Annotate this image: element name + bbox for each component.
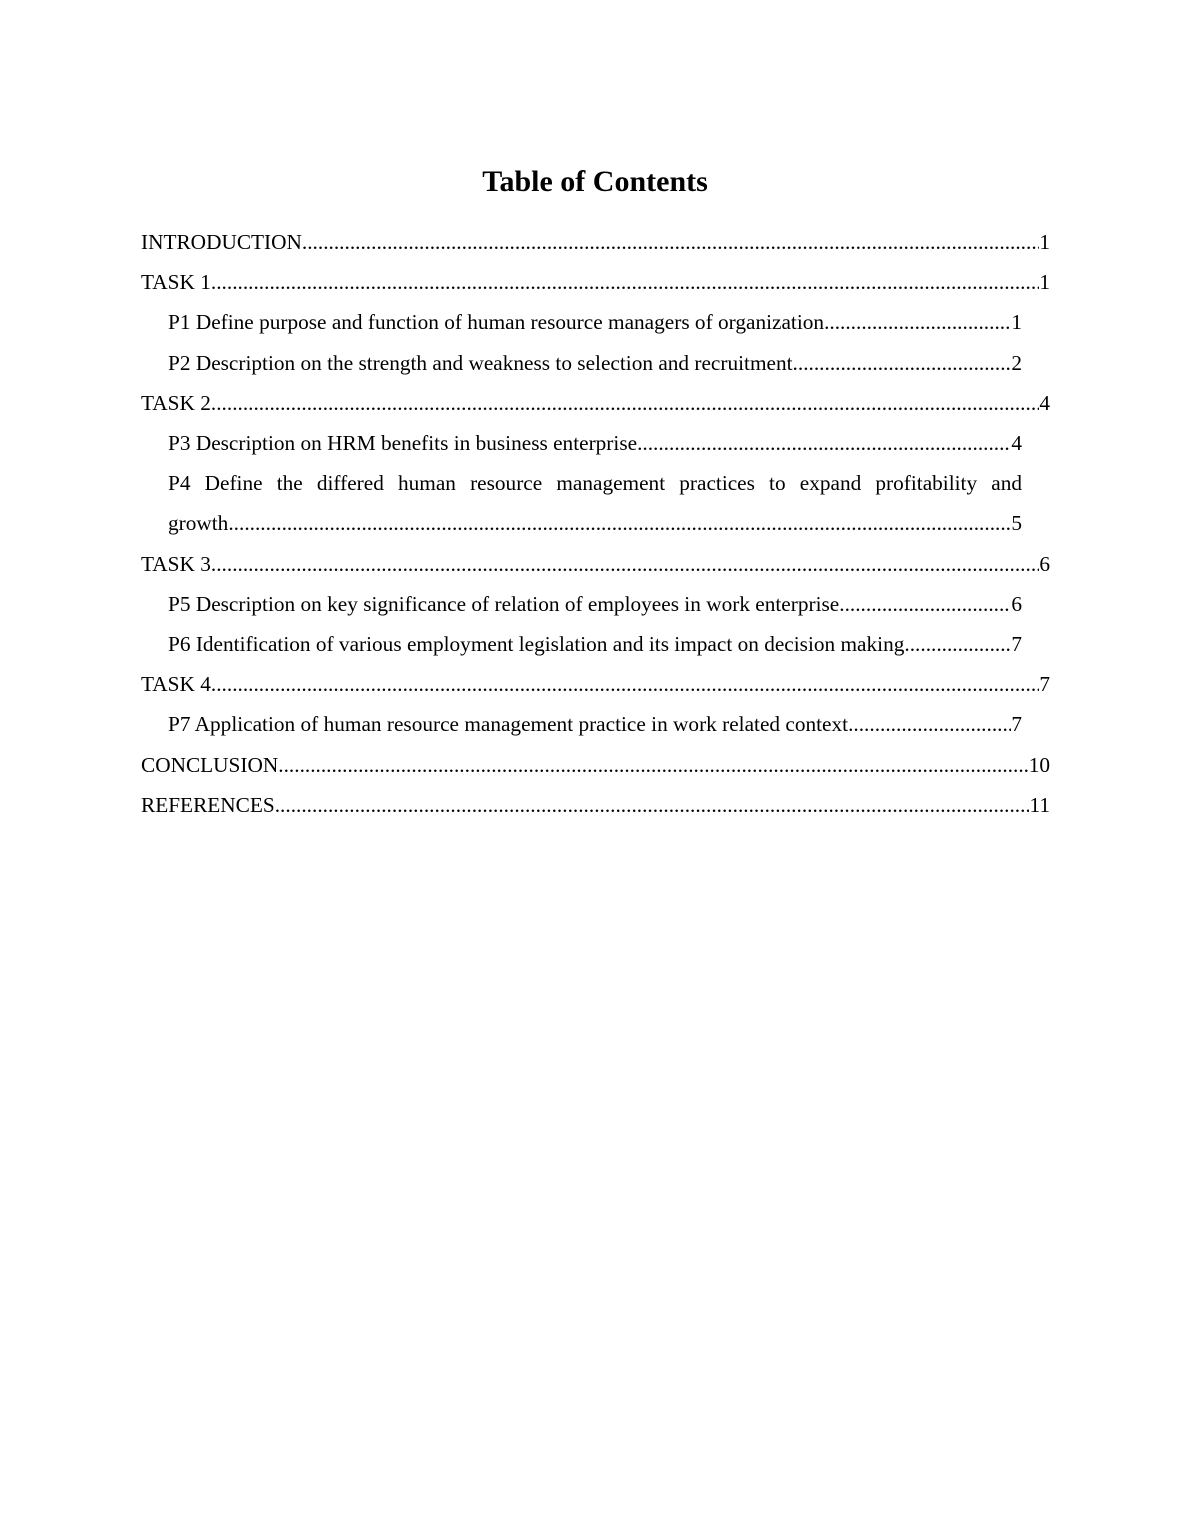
- toc-entry-label: P7 Application of human resource management practice in work related context: [168, 712, 849, 737]
- toc-page-number: 7: [1011, 632, 1022, 657]
- toc-entry-label: P3 Description on HRM benefits in business enterprise: [168, 431, 638, 456]
- toc-page-number: 2: [1011, 350, 1022, 375]
- toc-entry-task-2[interactable]: [141, 383, 1050, 423]
- toc-entry-p2[interactable]: [141, 343, 1050, 383]
- toc-page-number: 10: [1028, 752, 1050, 777]
- toc-list: [141, 222, 1050, 825]
- toc-page-number: 1: [1039, 270, 1050, 295]
- toc-entry-label: P1 Define purpose and function of human resource managers of organization: [168, 310, 825, 335]
- dot-leader: [302, 222, 1039, 262]
- toc-entry-label: TASK 3: [141, 551, 211, 576]
- toc-entry-p7[interactable]: [141, 704, 1050, 744]
- toc-page-number: 11: [1029, 792, 1050, 817]
- toc-page-number: 1: [1039, 230, 1050, 254]
- dot-leader: [228, 503, 1011, 543]
- toc-entry-label-line-2: growth: [168, 511, 229, 536]
- dot-leader: [793, 343, 1012, 383]
- toc-entry-label-line-1: P4 Define the differed human resource management practices to expand profitability and: [168, 471, 1022, 496]
- toc-entry-p4[interactable]: [141, 463, 1050, 543]
- dot-leader: [211, 664, 1039, 704]
- toc-entry-label: P2 Description on the strength and weakness to selection and recruitment: [168, 350, 793, 375]
- toc-entry-label: TASK 4: [141, 672, 211, 697]
- dot-leader: [211, 262, 1039, 302]
- dot-leader: [904, 624, 1011, 664]
- dot-leader: [275, 785, 1030, 825]
- dot-leader: [211, 544, 1039, 584]
- dot-leader: [637, 423, 1011, 463]
- toc-entry-p1[interactable]: [141, 302, 1050, 342]
- dot-leader: [839, 584, 1011, 624]
- toc-entry-label: P5 Description on key significance of relation of employees in work enterprise: [168, 591, 840, 616]
- toc-page-number: 6: [1039, 551, 1050, 576]
- toc-title: Table of Contents: [482, 165, 708, 198]
- toc-entry-label: P6 Identification of various employment legislation and its impact on decision making: [168, 632, 905, 657]
- toc-page-number: 7: [1039, 672, 1050, 697]
- dot-leader: [211, 383, 1039, 423]
- toc-page-number: 4: [1039, 390, 1050, 415]
- dot-leader: [824, 302, 1011, 342]
- toc-page-number: 6: [1011, 591, 1022, 616]
- toc-entry-p3[interactable]: [141, 423, 1050, 463]
- toc-entry-p5[interactable]: [141, 584, 1050, 624]
- toc-page-number: 7: [1011, 712, 1022, 737]
- toc-entry-label: TASK 2: [141, 390, 211, 415]
- toc-page-number: 5: [1011, 511, 1022, 536]
- toc-page-number: 1: [1011, 310, 1022, 335]
- toc-entry-p6[interactable]: [141, 624, 1050, 664]
- toc-entry-introduction[interactable]: [141, 222, 1050, 262]
- toc-entry-label: CONCLUSION: [141, 752, 279, 777]
- toc-entry-label: INTRODUCTION: [141, 230, 302, 254]
- dot-leader: [278, 745, 1028, 785]
- toc-entry-references[interactable]: [141, 785, 1050, 825]
- toc-entry-conclusion[interactable]: [141, 745, 1050, 785]
- toc-entry-task-3[interactable]: [141, 544, 1050, 584]
- toc-entry-label: TASK 1: [141, 270, 211, 295]
- toc-entry-line-2: [168, 503, 1022, 543]
- toc-entry-task-1[interactable]: [141, 262, 1050, 302]
- toc-page-number: 4: [1011, 431, 1022, 456]
- toc-entry-label: REFERENCES: [141, 792, 275, 817]
- toc-entry-task-4[interactable]: [141, 664, 1050, 704]
- dot-leader: [848, 704, 1011, 744]
